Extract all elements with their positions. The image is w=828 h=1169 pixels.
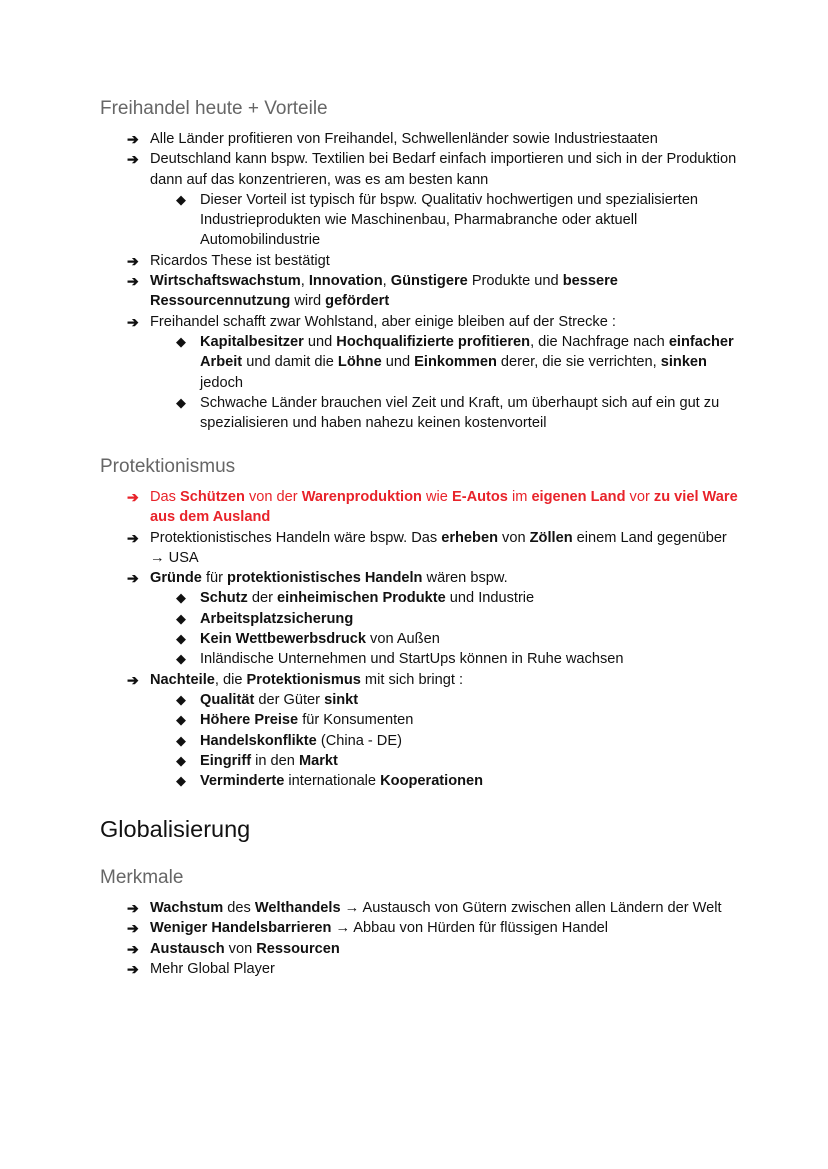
bold-text: zu viel Ware aus dem Ausland [150, 489, 738, 526]
bold-text: sinken [660, 354, 707, 371]
diamond-bullet-icon: ◆ [176, 712, 186, 728]
text: der [247, 590, 278, 607]
list-item [100, 487, 740, 528]
text: Deutschland kann bspw. Textilien bei Bedarf einfach importieren und sich in der Produktion dann auf das konzentrieren, was es am besten kann [150, 151, 737, 188]
section-heading: Merkmale [100, 867, 184, 888]
diamond-bullet-icon: ◆ [176, 631, 186, 647]
diamond-bullet-icon: ◆ [176, 191, 186, 207]
text: wird [290, 293, 326, 310]
list-item [100, 959, 740, 979]
text: internationale [284, 773, 381, 790]
text: Das [150, 489, 181, 505]
bold-text: Hochqualifizierte profitieren [336, 333, 531, 350]
bold-text: Handelskonflikte [200, 732, 317, 749]
bold-text: Gründe [150, 570, 202, 587]
text: Ricardos These ist bestätigt [150, 252, 330, 269]
sub-list-item [100, 710, 740, 730]
diamond-bullet-icon: ◆ [176, 590, 186, 606]
list-item [100, 312, 740, 332]
arrow-bullet-icon: ➔ [127, 940, 139, 957]
bold-text: Qualität [200, 691, 255, 708]
list-item [100, 568, 740, 588]
bold-text: Ressourcen [256, 940, 340, 957]
sub-list-item [100, 771, 740, 791]
text: von [498, 529, 530, 546]
sub-list-item [100, 609, 740, 629]
bold-text: Wirtschaftswachstum [150, 273, 301, 290]
text: und damit die [242, 354, 338, 371]
section-title: Globalisierung [100, 816, 251, 842]
sub-list-item [100, 751, 740, 771]
bold-text: Weniger Handelsbarrieren [150, 920, 332, 937]
list-item [100, 670, 740, 690]
bold-text: protektionistisches Handeln [227, 570, 423, 587]
text: Protektionistisches Handeln wäre bspw. Das [150, 529, 442, 546]
diamond-bullet-icon: ◆ [176, 394, 186, 410]
sub-list-item [100, 629, 740, 649]
arrow-bullet-icon: ➔ [127, 671, 139, 688]
list-item [100, 939, 740, 959]
text: und [381, 354, 415, 371]
sub-list-item [100, 332, 740, 393]
diamond-bullet-icon: ◆ [176, 752, 186, 768]
bold-text: Nachteile [150, 671, 215, 688]
sub-list-item [100, 588, 740, 608]
bold-text: Eingriff [200, 752, 252, 769]
list-item [100, 271, 740, 312]
bold-text: Arbeitsplatzsicherung [200, 610, 354, 627]
diamond-bullet-icon: ◆ [176, 610, 186, 626]
bold-text: gefördert [325, 293, 390, 310]
arrow-bullet-icon: ➔ [127, 920, 139, 937]
text: von [224, 940, 257, 957]
text: wären bspw. [422, 570, 508, 587]
bold-text: Schützen [180, 489, 245, 505]
list-item [100, 528, 740, 569]
arrow-bullet-icon: ➔ [127, 131, 139, 147]
text: → Abbau von Hürden für flüssigen Handel [331, 920, 609, 937]
text: von der [244, 489, 302, 505]
text: für [201, 570, 228, 587]
text: und [303, 333, 337, 350]
list-item [100, 918, 740, 938]
diamond-bullet-icon: ◆ [176, 691, 186, 707]
list-item [100, 898, 740, 918]
bold-text: Einkommen [414, 354, 497, 371]
text: jedoch [200, 374, 244, 391]
bold-text: eigenen Land [531, 489, 626, 505]
bold-text: Zöllen [529, 529, 573, 546]
text: Schwache Länder brauchen viel Zeit und Kraft, um überhaupt sich auf ein gut zu spezialisieren und haben nahezu keinen kostenvorteil [200, 394, 720, 432]
diamond-bullet-icon: ◆ [176, 773, 186, 789]
section-heading: Protektionismus [100, 456, 236, 477]
text: der Güter [254, 691, 325, 708]
text: in den [251, 752, 299, 769]
arrow-bullet-icon: ➔ [127, 313, 139, 330]
arrow-bullet-icon: ➔ [127, 900, 139, 916]
bold-text: Warenproduktion [301, 489, 422, 505]
section-merkmale [100, 866, 740, 979]
bold-text: Höhere Preise [200, 712, 299, 729]
text: , [300, 273, 309, 290]
arrow-bullet-icon: ➔ [127, 960, 139, 977]
bold-text: Kooperationen [380, 773, 484, 790]
text: von Außen [365, 631, 440, 648]
text: , die Nachfrage nach [530, 333, 669, 350]
bold-text: Löhne [337, 354, 382, 371]
text: , [382, 273, 391, 290]
arrow-bullet-icon: ➔ [127, 252, 139, 269]
sub-list-item [100, 690, 740, 710]
text: mit sich bringt : [360, 671, 464, 688]
text: → Austausch von Gütern zwischen allen Ländern der Welt [340, 900, 722, 916]
text: Freihandel schafft zwar Wohlstand, aber einige bleiben auf der Strecke : [150, 313, 616, 330]
section-protektionismus [100, 455, 740, 791]
section-heading: Freihandel heute + Vorteile [100, 98, 328, 119]
text: Mehr Global Player [150, 960, 275, 977]
bold-text: Verminderte [200, 773, 285, 790]
bold-text: Wachstum [150, 900, 224, 916]
arrow-bullet-icon: ➔ [127, 570, 139, 587]
bold-text: Austausch [150, 940, 225, 957]
diamond-bullet-icon: ◆ [176, 333, 186, 349]
text: Produkte und [467, 273, 563, 290]
list-item [100, 129, 740, 149]
arrow-bullet-icon: ➔ [127, 273, 139, 290]
diamond-bullet-icon: ◆ [176, 732, 186, 748]
sub-list-item [100, 731, 740, 751]
bullet-list [100, 898, 740, 979]
sub-list-item [100, 190, 740, 251]
text: wie [421, 489, 452, 505]
bold-text: erheben [441, 529, 498, 546]
arrow-bullet-icon: ➔ [127, 151, 139, 168]
bold-text: Innovation [308, 273, 383, 290]
section-globalisierung [100, 815, 740, 843]
text: einem Land gegenüber → USA [150, 529, 727, 566]
list-item [100, 149, 740, 190]
bold-text: Kapitalbesitzer [200, 333, 304, 350]
bold-text: bessere Ressourcennutzung [150, 273, 618, 310]
section-freihandel-heute-vorteile [100, 97, 740, 433]
list-item [100, 251, 740, 271]
text: vor [625, 489, 654, 505]
arrow-bullet-icon: ➔ [127, 489, 139, 505]
bold-text: Günstigere [390, 273, 468, 290]
text: im [507, 489, 532, 505]
bold-text: Protektionismus [246, 671, 361, 688]
bold-text: einheimischen Produkte [277, 590, 446, 607]
text: Dieser Vorteil ist typisch für bspw. Qualitativ hochwertigen und spezialisierten Industrieprodukten wie Maschinenbau, Pharmabranche oder aktuell Automobilindustrie [200, 191, 699, 249]
text: für Konsumenten [298, 712, 414, 729]
bold-text: Schutz [200, 590, 248, 607]
bold-text: sinkt [324, 691, 359, 708]
arrow-bullet-icon: ➔ [127, 529, 139, 546]
diamond-bullet-icon: ◆ [176, 651, 186, 667]
bullet-list [100, 487, 740, 791]
sub-list-item [100, 649, 740, 669]
bold-text: E-Autos [451, 489, 508, 505]
bold-text: Markt [298, 752, 338, 769]
bold-text: einfacher Arbeit [200, 333, 734, 371]
bold-text: Kein Wettbewerbsdruck [200, 631, 366, 648]
text: (China - DE) [316, 732, 402, 749]
text: und Industrie [445, 590, 535, 607]
bullet-list [100, 129, 740, 433]
sub-list-item [100, 393, 740, 434]
text: Inländische Unternehmen und StartUps können in Ruhe wachsen [200, 651, 624, 668]
bold-text: Welthandels [254, 900, 341, 916]
text: des [223, 900, 255, 916]
text: Alle Länder profitieren von Freihandel, Schwellenländer sowie Industriestaaten [150, 131, 658, 147]
text: derer, die sie verrichten, [496, 354, 661, 371]
text: , die [214, 671, 247, 688]
